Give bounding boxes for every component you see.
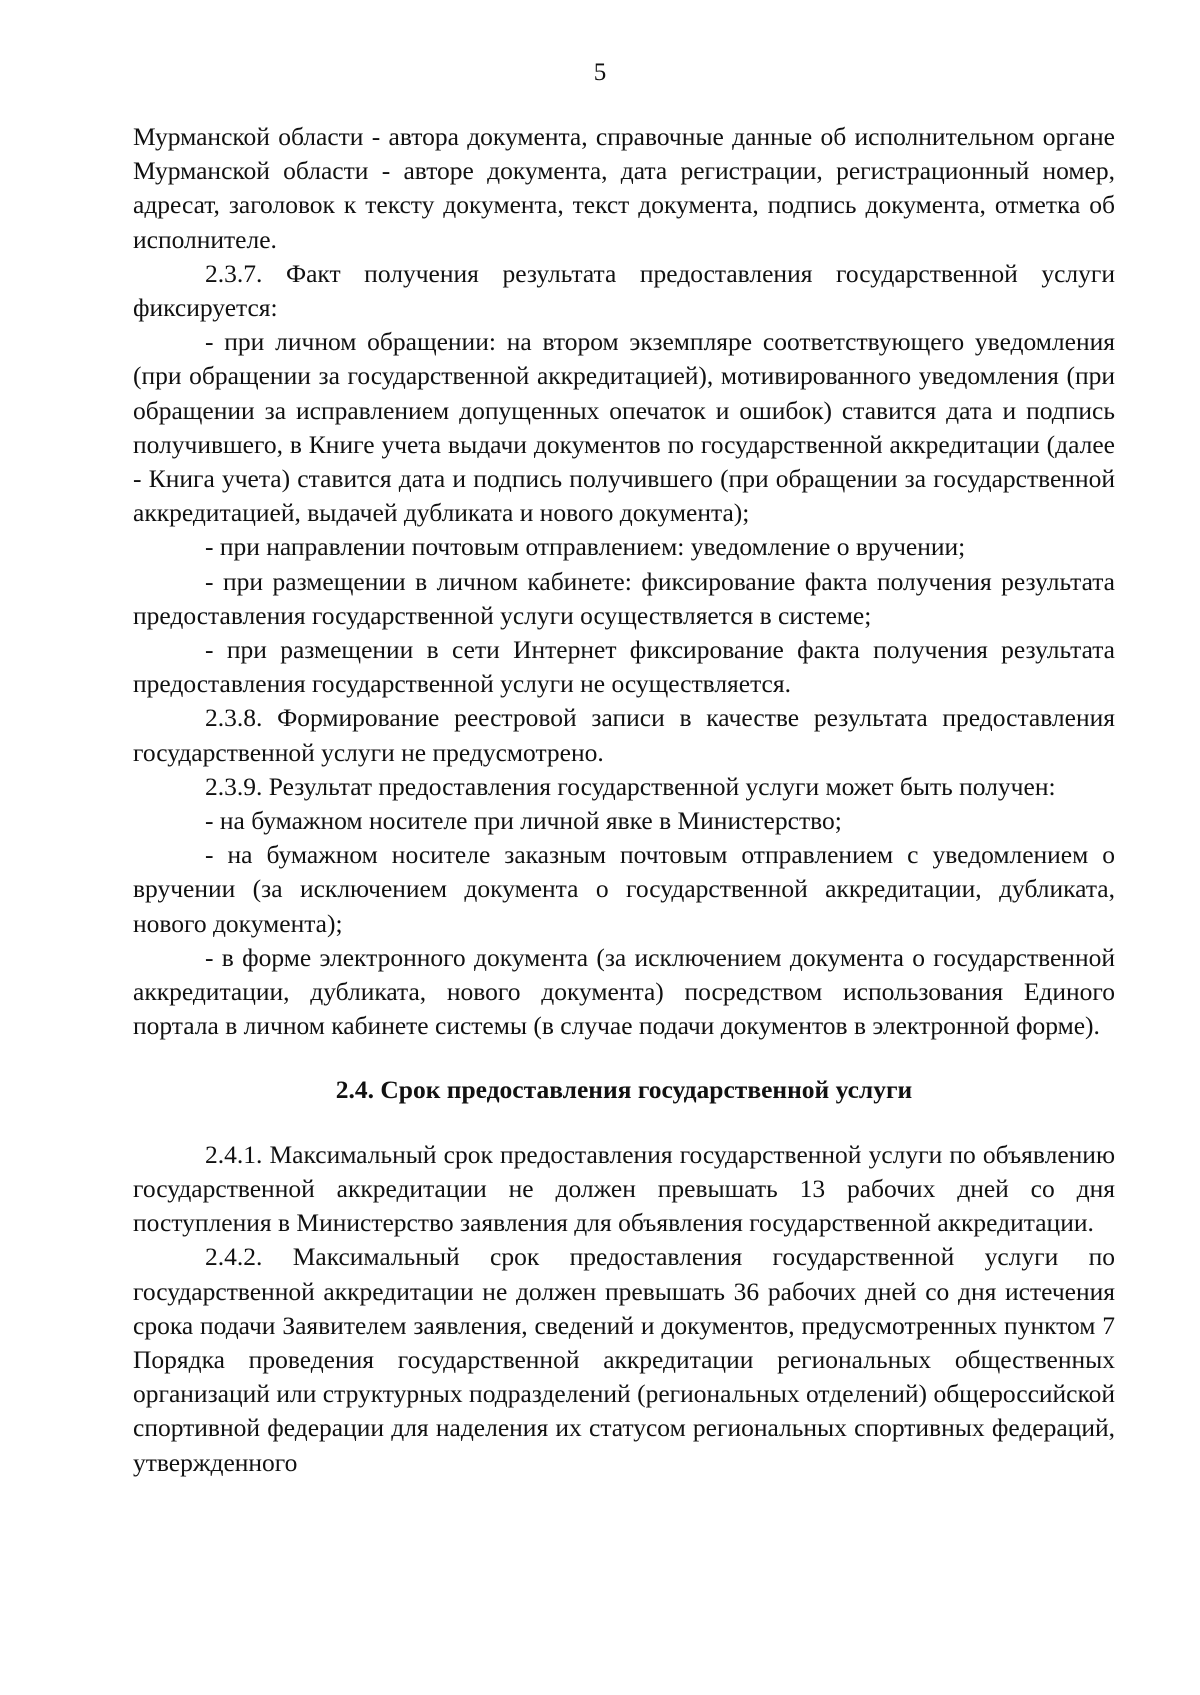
list-item-electronic: - в форме электронного документа (за исключением документа о государственной аккредитации, дубликата, нового документа) посредством использования Единого портала в личном кабинете системы (в случае подачи документов в электронной форме). <box>133 942 1115 1041</box>
paragraph-2-3-8: 2.3.8. Формирование реестровой записи в качестве результата предоставления государственной услуги не предусмотрено. <box>133 703 1115 767</box>
list-item-paper-registered-mail: - на бумажном носителе заказным почтовым отправлением с уведомлением о вручении (за исключением документа о государственной аккредитации, дубликата, нового документа); <box>133 840 1115 938</box>
section-heading: 2.4. Срок предоставления государственной услуги <box>335 1075 913 1105</box>
document-body <box>133 120 1115 1480</box>
list-item-postal: - при направлении почтовым отправлением: уведомление о вручении; <box>205 532 966 562</box>
paragraph-continuation: Мурманской области - автора документа, справочные данные об исполнительном органе Мурманской области - авторе документа, дата регистрации, регистрационный номер, адресат, заголовок к тексту документа, текст документа, подпись документа, отметка об исполнителе. <box>133 122 1115 254</box>
paragraph-2-3-7: 2.3.7. Факт получения результата предоставления государственной услуги фиксируется: <box>133 258 1115 323</box>
page-number: 5 <box>593 59 607 86</box>
list-item-personal-appeal: - при личном обращении: на втором экземпляре соответствующего уведомления (при обращении за государственной аккредитацией), мотивированного уведомления (при обращении за исправлением допущенных опечаток и ошибок) ставится дата и подпись получившего, в Книге учета выдачи документов по государственной аккредитации (далее - Книга учета) ставится дата и подпись получившего (при обращении за государственной аккредитацией, выдачей дубликата и нового документа); <box>133 327 1115 528</box>
paragraph-2-4-2: 2.4.2. Максимальный срок предоставления государственной услуги по государственной аккредитации не должен превышать 36 рабочих дней со дня истечения срока подачи Заявителем заявления, сведений и документов, предусмотренных пунктом 7 Порядка проведения государственной аккредитации региональных общественных организаций или структурных подразделений (региональных отделений) общероссийской спортивной федерации для наделения их статусом региональных спортивных федераций, утвержденного <box>133 1242 1115 1477</box>
list-item-personal-cabinet: - при размещении в личном кабинете: фиксирование факта получения результата предоставления государственной услуги осуществляется в системе; <box>133 566 1115 630</box>
paragraph-2-3-9: 2.3.9. Результат предоставления государственной услуги может быть получен: <box>205 771 1056 801</box>
paragraph-2-4-1: 2.4.1. Максимальный срок предоставления государственной услуги по объявлению государственной аккредитации не должен превышать 13 рабочих дней со дня поступления в Министерство заявления для объявления государственной аккредитации. <box>133 1139 1115 1238</box>
list-item-internet: - при размещении в сети Интернет фиксирование факта получения результата предоставления государственной услуги не осуществляется. <box>133 635 1115 699</box>
list-item-paper-in-person: - на бумажном носителе при личной явке в Министерство; <box>205 806 842 836</box>
